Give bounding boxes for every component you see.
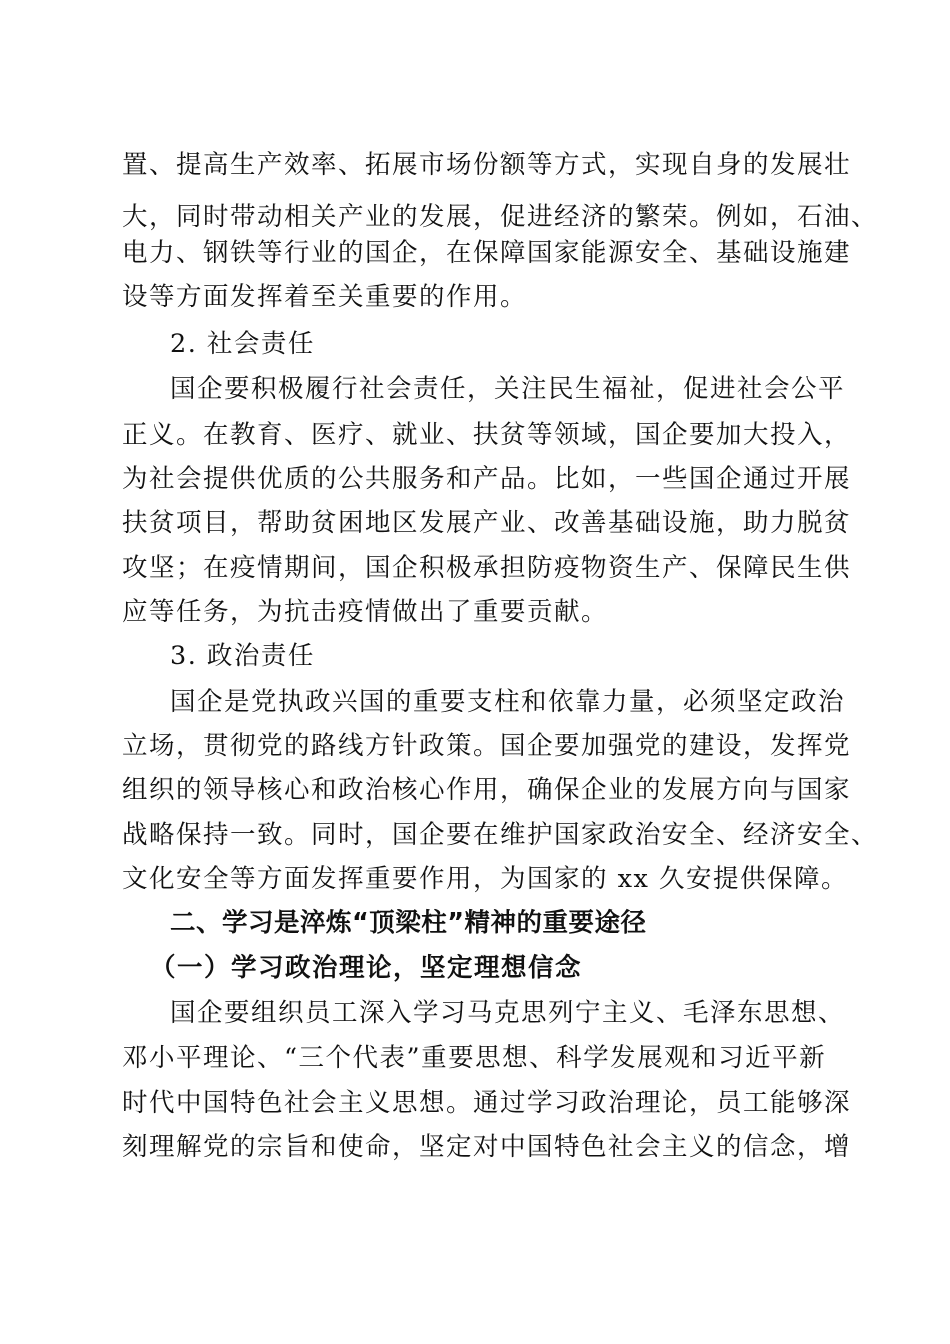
body-line: 扶贫项目，帮助贫困地区发展产业、改善基础设施，助力脱贫 — [122, 508, 852, 538]
body-line: 大，同时带动相关产业的发展，促进经济的繁荣。例如，石油、 — [122, 202, 879, 232]
body-line: 设等方面发挥着至关重要的作用。 — [122, 282, 528, 312]
body-line: 文化安全等方面发挥重要作用，为国家的 xx 久安提供保障。 — [122, 864, 848, 894]
body-line: 为社会提供优质的公共服务和产品。比如，一些国企通过开展 — [122, 464, 852, 494]
body-line: 正义。在教育、医疗、就业、扶贫等领域，国企要加大投入， — [122, 420, 852, 450]
body-line: 应等任务，为抗击疫情做出了重要贡献。 — [122, 597, 609, 627]
paragraph-start: 国企是党执政兴国的重要支柱和依靠力量，必须坚定政治 — [170, 687, 846, 717]
body-line: 组织的领导核心和政治核心作用，确保企业的发展方向与国家 — [122, 775, 852, 805]
body-line: 战略保持一致。同时，国企要在维护国家政治安全、经济安全、 — [122, 820, 879, 850]
body-line: 置、提高生产效率、拓展市场份额等方式，实现自身的发展壮 — [122, 150, 852, 180]
subheading-social-responsibility: 2. 社会责任 — [170, 329, 315, 359]
paragraph-start: 国企要积极履行社会责任，关注民生福祉，促进社会公平 — [170, 374, 846, 404]
paragraph-start: 国企要组织员工深入学习马克思列宁主义、毛泽东思想、 — [170, 998, 846, 1028]
section-subheading: （一）学习政治理论，坚定理想信念 — [150, 953, 583, 983]
body-line: 电力、钢铁等行业的国企，在保障国家能源安全、基础设施建 — [122, 238, 852, 268]
section-heading: 二、学习是淬炼“顶梁柱”精神的重要途径 — [170, 908, 647, 938]
subheading-political-responsibility: 3. 政治责任 — [170, 641, 315, 671]
body-line: 刻理解党的宗旨和使命，坚定对中国特色社会主义的信念，增 — [122, 1132, 852, 1162]
body-line: 立场，贯彻党的路线方针政策。国企要加强党的建设，发挥党 — [122, 731, 852, 761]
body-line: 邓小平理论、“三个代表”重要思想、科学发展观和习近平新 — [122, 1043, 827, 1073]
body-line: 时代中国特色社会主义思想。通过学习政治理论，员工能够深 — [122, 1088, 852, 1118]
body-line: 攻坚；在疫情期间，国企积极承担防疫物资生产、保障民生供 — [122, 553, 852, 583]
